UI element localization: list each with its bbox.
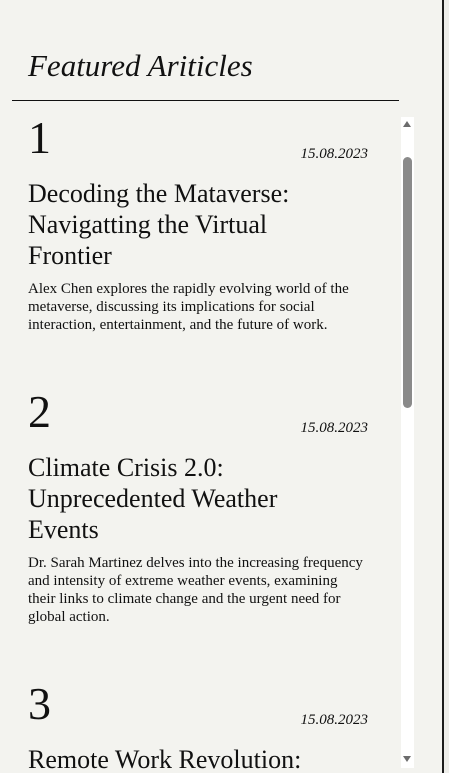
vertical-scrollbar[interactable] xyxy=(401,117,414,768)
article-date: 15.08.2023 xyxy=(300,146,368,162)
article-summary: Alex Chen explores the rapidly evolving world of the metaverse, discussing its implications for social interaction, entertainment, and the future of work. xyxy=(28,281,349,333)
scroll-up-arrow-icon[interactable] xyxy=(403,121,411,127)
article-title[interactable]: Remote Work Revolution: xyxy=(28,745,302,773)
article-title[interactable]: Climate Crisis 2.0: Unprecedented Weather Events xyxy=(28,453,278,544)
article-number: 1 xyxy=(28,112,51,163)
title-divider xyxy=(12,100,399,101)
article-summary: Dr. Sarah Martinez delves into the increasing frequency and intensity of extreme weather events, examining their links to climate change and the urgent need for global action. xyxy=(28,555,363,625)
article-number: 2 xyxy=(28,386,51,437)
page-title: Featured Ariticles xyxy=(28,48,253,83)
article-number: 3 xyxy=(28,678,51,729)
scroll-down-arrow-icon[interactable] xyxy=(403,756,411,762)
articles-feed[interactable] xyxy=(28,110,368,773)
scroll-thumb[interactable] xyxy=(403,157,412,408)
article-date: 15.08.2023 xyxy=(300,420,368,436)
article-title[interactable]: Decoding the Mataverse: Navigatting the Virtual Frontier xyxy=(28,179,290,270)
article-date: 15.08.2023 xyxy=(300,712,368,728)
